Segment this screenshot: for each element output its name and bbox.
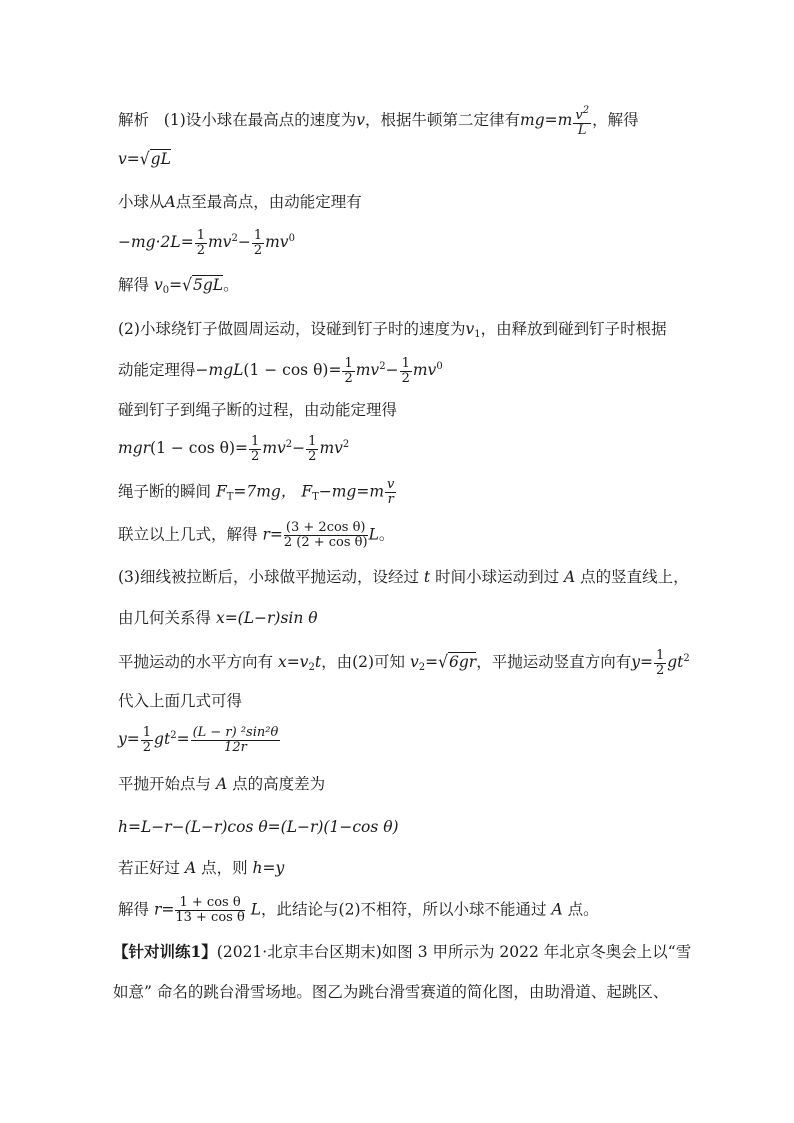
solution-line-14: 平抛运动的水平方向有 $x=v_2t$，由(2)可知 $v_2=√6gr$，平抛运动竖直方向有y= $\frac{1}{2}$ $gt^2$ [118, 647, 690, 678]
solution-line-2: v=√gL [118, 148, 171, 170]
solution-line-8: 碰到钉子到绳子断的过程，由动能定理得 [118, 401, 398, 419]
training-bracket-label: 【针对训练1】 [113, 942, 217, 961]
fraction-v2-over-L: $\frac{v^2}{L}$ [575, 105, 590, 138]
sqrt-icon: √ [182, 275, 192, 295]
solution-line-18: h=L−r−(L−r)cos θ=(L−r)(1−cos θ) [118, 818, 399, 836]
solution-line-15: 代入上面几式可得 [118, 692, 243, 710]
training-line-1: 【针对训练1】(2021·北京丰台区期末)如图 3 甲所示为 2022 年北京冬奥会上以“雪 [113, 942, 692, 961]
solution-line-3: 小球从A点至最高点，由动能定理有 [118, 193, 362, 211]
solution-equation-1: −mg·2L= $\frac{1}{2}$ $mv^2-$ $\frac{1}{2}$ $mv^0$ [118, 227, 295, 258]
solution-equation-3: mgr(1 − cos θ)= $\frac{1}{2}$ $mv^2-$ $\frac{1}{2}$ $mv^2$ [118, 433, 350, 464]
solution-line-20: 解得 r= $\frac{\text{1 + cos θ}}{\text{13 + cos θ}}$ L，此结论与(2)不相符，所以小球不能通过 A 点。 [118, 895, 599, 925]
sqrt-icon: √ [139, 149, 150, 169]
sqrt-icon: √ [438, 652, 448, 672]
solution-line-1: 解析 (1)设小球在最高点的速度为v，根据牛顿第二定律有mg=m $\frac{v^2}{L}$ ，解得 [118, 105, 639, 138]
solution-equation-4: y= $\frac{1}{2}$ $gt^2=$ $\frac{\text{(L − r) ²sin²θ}}{12r}$ [118, 724, 279, 755]
solution-line-11: 联立以上几式，解得 r= $\frac{\text{(3 + 2cos θ)}}{\text{2 (2 + cos θ)}}$ L。 [118, 520, 395, 550]
solution-line-10: 绳子断的瞬间 $F_T=7mg$， $F_T-mg=m$ $\frac{v}{r}$ [118, 477, 395, 507]
solution-line-19: 若正好过 A 点，则 h=y [118, 859, 285, 877]
solution-line-5: 解得 $v_0=√5gL$。 [118, 274, 239, 302]
training-line-2: 如意” 命名的跳台滑雪场地。图乙为跳台滑雪赛道的简化图，由助滑道、起跳区、 [113, 983, 669, 1001]
solution-line-17: 平抛开始点与 A 点的高度差为 [118, 775, 326, 793]
solution-line-6: (2)小球绕钉子做圆周运动，设碰到钉子时的速度为$v_1$，由释放到碰到钉子时根据 [118, 320, 667, 340]
solution-label: 解析 [118, 111, 150, 129]
solution-equation-2: 动能定理得−mgL(1 − cos θ)= $\frac{1}{2}$ $mv^2-$ $\frac{1}{2}$ $mv^0$ [118, 355, 443, 386]
solution-line-13: 由几何关系得 x=(L−r)sin θ [118, 609, 318, 627]
solution-line-12: (3)细线被拉断后，小球做平抛运动，设经过 t 时间小球运动到过 A 点的竖直线上， [118, 568, 689, 586]
training-source: (2021·北京丰台区期末) [216, 943, 382, 961]
